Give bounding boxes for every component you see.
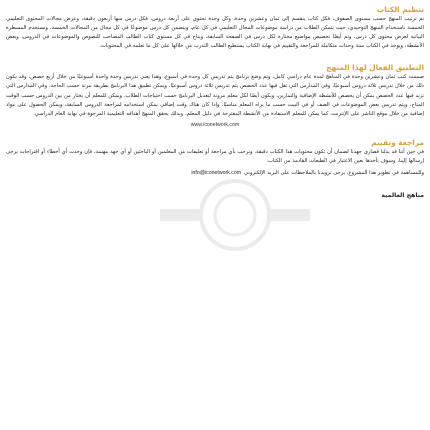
section-title-implementation: التطبيق الفعال لهذا المنهج: [326, 63, 424, 73]
paragraph-implementation: صممت كتب ثمان وعشرين وحدة في المناهج لمدة عام دراسي كامل، وتم وضع برنامج يتم تدريس كل وحدة في أسبوع، وهذا يعني تدريس وحدة واحدة أسبوعيًا من خلال أربع حصص، وقد يكون ذلك من خلال تدريس ثلاثة دروس أسبوعيًا، وفي المدارس التي تقل فيها عدد الحصص يتم تدريس ثلاثة دروس أسبوعيًا، ويمكن تطبيق هذا البرنامج بطريقة مرنة حسب الحاجة، وفي المدارس التي تزيد فيها عدد الحصص يمكن أن يخصص للأنشطة الإضافية والتمارين، ويكون أيضًا لكل معلم مرونة لتعديل البرنامج حسب احتياجات الطلاب، ويمكن للمعلم أن يختار من بين الدروس حسب الوقت المتاح، ويتم تدريس بعض الموضوعات في الصف أو في البيت حسب ما يراه المعلم مناسبًا، وإذا كان هناك وقت إضافي يمكن استخدامه لمراجعة الدروس السابقة، ويمكن الحصول على مواد إضافية من خلال موقع الناشر على الإنترنت، كما يمكن للمعلم الاستفادة من الأنشطة المقترحة في دليل المعلم، وبذلك يحقق المنهج أهدافه التعليمية المرجوة في نهاية العام الدراسي.: [6, 74, 424, 117]
paragraph-organization: تم ترتيب المنهج حسب مستوى الصفوف، فكل كتاب ينقسم إلى ثمان وعشرين وحدة، وكل وحدة تحتوي على أربعة دروس، فكل درس منها أربعون دقيقة، وعرض مجالات المحتوى التعليمي الخمسة باستخدام المنهج التوحيدي، حيث يتمكن الطلاب من دراسة موضوعات المجال التعليمي في كل عام، ويتضمن كل درس موضوعًا في كل مجال من المجالات الخمسة، وتستخدم المسطرة البيانية لعرض محتوى كل درس، وتم أيضًا تخصيص مواضيع مختارة لكل درس في الصفحة السابقة، ويتاح في كل مستوى كتاب الطالب المصاحب للنصوص والموضوعات في الدروس، وبعض الأنشطة، ويوجد في الكتاب ستة وحدات متكاملة للمراجعة والتقييم في نهاية الكتاب يستطيع الطالب التدرب من خلالها على كل ما تعلمه في المحتويات.: [6, 16, 424, 50]
website-link[interactable]: www.iconetwork.com: [190, 121, 240, 128]
final-heading: مناهج العالمية: [381, 192, 424, 200]
email-link[interactable]: info@iconetwork.com: [191, 170, 242, 177]
spacer: [6, 51, 424, 62]
section-title-review: مراجعة وتقييم: [371, 137, 424, 147]
section-title-organization: تنظيم الكتاب: [376, 5, 424, 14]
spacer: [6, 130, 424, 137]
contact-text: وللمساهمة في تطوير هذا المشروع، يرجى تزويدنا بالملاحظات على البريد الإلكتروني: [244, 170, 424, 177]
paragraph-review: في حين أننا قد بذلنا قصارى جهدنا لضمان أن تكون محتويات هذا الكتاب دقيقة، ونرحب بأي مراجعة أو تعليقات من المعلمين أو الباحثين أو أي جهة مهتمة، فإن وجدت أي أخطاء أو اقتراحات يرجى إرسالها إلينا، وسوف نأخذها بعين الاعتبار في الطبعات القادمة من الكتاب.: [6, 148, 424, 164]
contact-line: [6, 169, 424, 178]
